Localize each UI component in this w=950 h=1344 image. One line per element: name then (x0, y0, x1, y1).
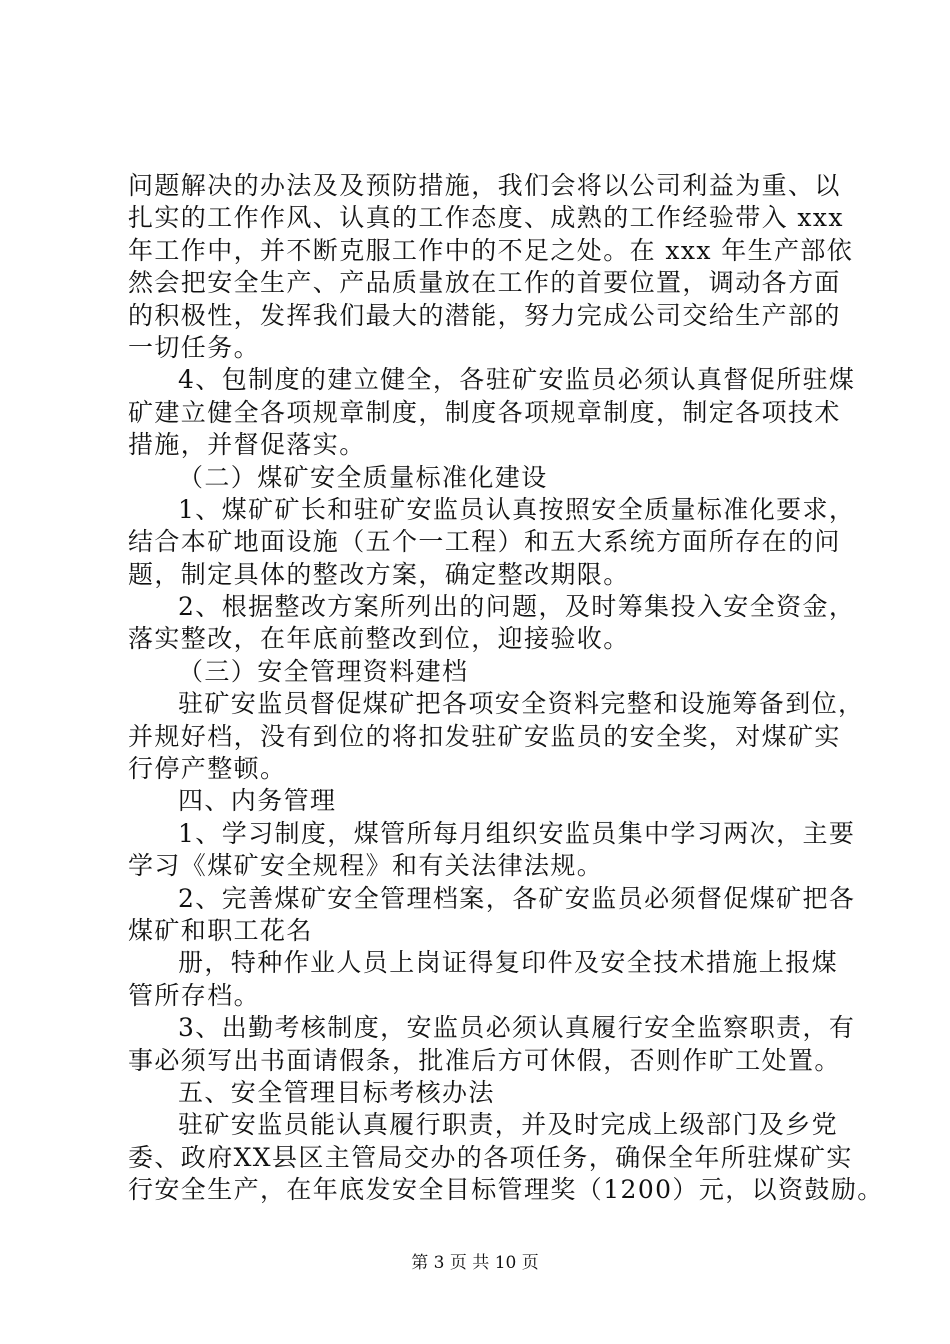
text-line: 措施，并督促落实。 (128, 430, 366, 460)
text-line: 的积极性，发挥我们最大的潜能，努力完成公司交给生产部的 (128, 300, 841, 330)
text-line: 行停产整顿。 (128, 754, 287, 784)
document-body (128, 170, 884, 1207)
text-line: 一切任务。 (128, 332, 261, 362)
text-line: 驻矿安监员督促煤矿把各项安全资料完整和设施筹备到位， (178, 689, 865, 719)
text-line: 事必须写出书面请假条，批准后方可休假，否则作旷工处置。 (128, 1045, 841, 1075)
text-line: 行安全生产，在年底发安全目标管理奖（1200）元，以资鼓励。 (128, 1175, 884, 1205)
text-line: （三）安全管理资料建档 (178, 656, 469, 686)
text-line: 委、政府XX县区主管局交办的各项任务，确保全年所驻煤矿实 (128, 1142, 853, 1172)
text-line: 学习《煤矿安全规程》和有关法律法规。 (128, 851, 604, 881)
text-line: 煤矿和职工花名 (128, 915, 313, 945)
text-line: 并规好档，没有到位的将扣发驻矿安监员的安全奖，对煤矿实 (128, 721, 841, 751)
text-line: 然会把安全生产、产品质量放在工作的首要位置，调动各方面 (128, 268, 841, 298)
text-line: 1、学习制度，煤管所每月组织安监员集中学习两次，主要 (178, 818, 856, 848)
text-line: 4、包制度的建立健全，各驻矿安监员必须认真督促所驻煤 (178, 365, 856, 395)
text-line: 问题解决的办法及及预防措施，我们会将以公司利益为重、以 (128, 171, 841, 200)
text-line: 落实整改，在年底前整改到位，迎接验收。 (128, 624, 630, 654)
text-line: 年工作中，并不断克服工作中的不足之处。在 xxx 年生产部依 (128, 235, 854, 265)
text-line: （二）煤矿安全质量标准化建设 (178, 462, 548, 492)
text-line: 驻矿安监员能认真履行职责，并及时完成上级部门及乡党 (178, 1110, 839, 1140)
text-line: 3、出勤考核制度，安监员必须认真履行安全监察职责，有 (178, 1013, 856, 1043)
text-line: 2、根据整改方案所列出的问题，及时筹集投入安全资金， (178, 592, 856, 622)
text-line: 结合本矿地面设施（五个一工程）和五大系统方面所存在的问 (128, 527, 841, 557)
text-line: 矿建立健全各项规章制度，制度各项规章制度，制定各项技术 (128, 397, 841, 427)
text-line: 管所存档。 (128, 980, 261, 1010)
text-line: 2、完善煤矿安全管理档案，各矿安监员必须督促煤矿把各 (178, 883, 856, 913)
text-line: 题，制定具体的整改方案，确定整改期限。 (128, 559, 630, 589)
text-line: 四、内务管理 (178, 786, 337, 816)
page-footer: 第 3 页 共 10 页 (411, 1253, 539, 1273)
text-line: 扎实的工作作风、认真的工作态度、成熟的工作经验带入 xxx (128, 203, 844, 233)
text-line: 册，特种作业人员上岗证得复印件及安全技术措施上报煤 (178, 948, 839, 978)
text-line: 1、煤矿矿长和驻矿安监员认真按照安全质量标准化要求， (178, 494, 856, 524)
text-line: 五、安全管理目标考核办法 (178, 1077, 495, 1107)
